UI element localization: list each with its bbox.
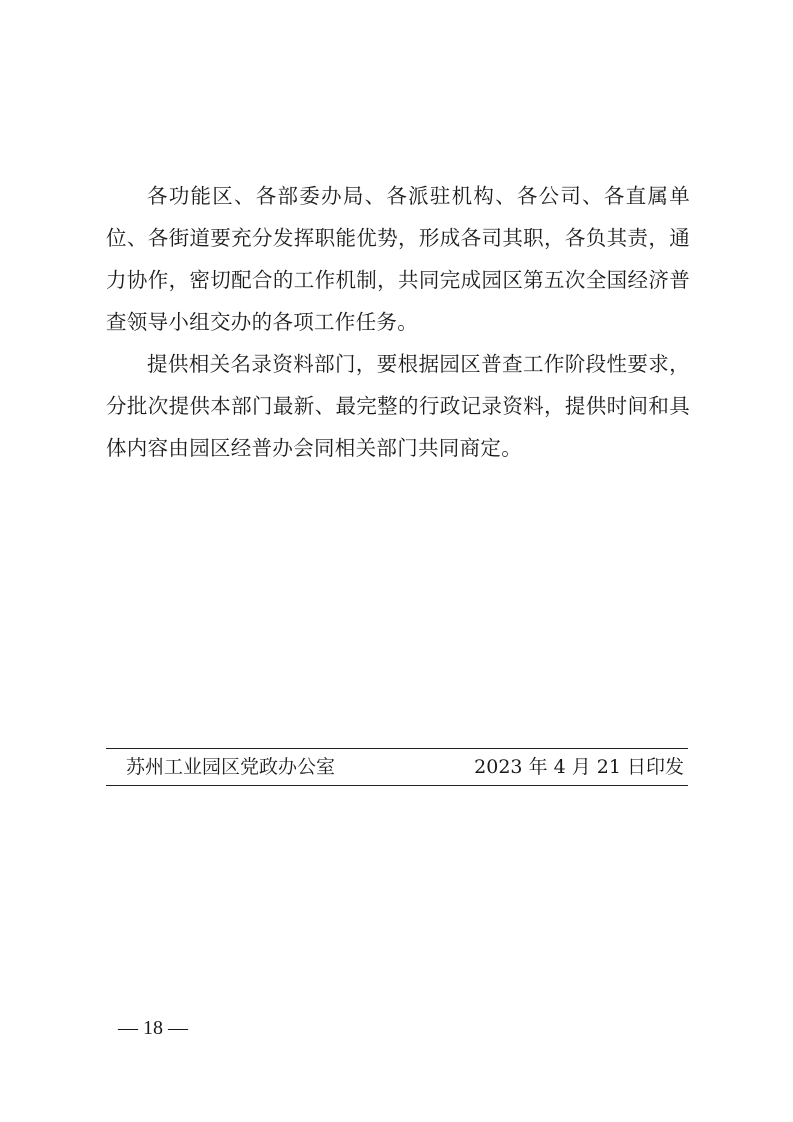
issue-date: 2023 年 4 月 21 日印发 [474,756,684,778]
imprint-block [106,748,688,786]
document-body [106,175,690,469]
issuing-organization: 苏州工业园区党政办公室 [126,756,336,778]
paragraph-responsibilities: 各功能区、各部委办局、各派驻机构、各公司、各直属单位、各街道要充分发挥职能优势，形成各司其职，各负其责，通力协作，密切配合的工作机制，共同完成园区第五次全国经济普查领导小组交办的各项工作任务。 [106,184,690,334]
paragraph-records-provision: 提供相关名录资料部门，要根据园区普查工作阶段性要求，分批次提供本部门最新、最完整的行政记录资料，提供时间和具体内容由园区经普办会同相关部门共同商定。 [106,352,690,460]
page-number: — 18 — [118,1017,188,1039]
